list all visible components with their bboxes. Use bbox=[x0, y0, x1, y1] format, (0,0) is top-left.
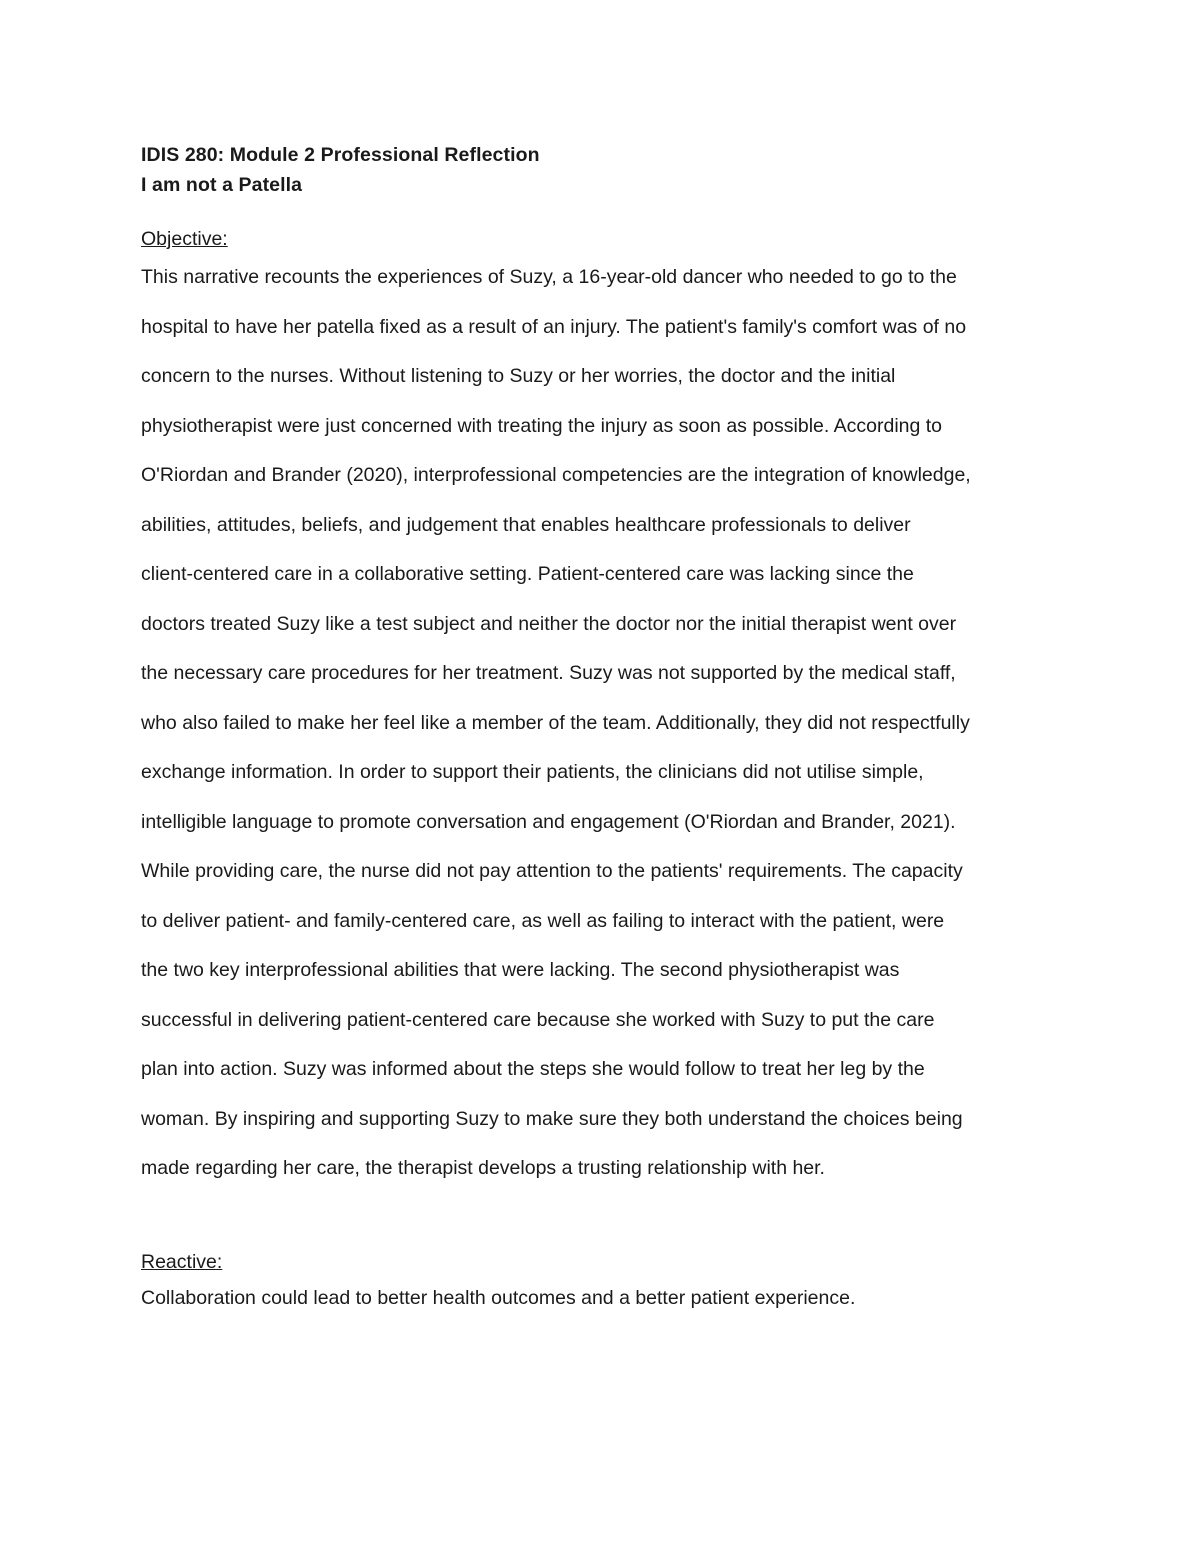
text-line: This narrative recounts the experiences of Suzy, a 16-year-old dancer who needed to go to the bbox=[141, 266, 957, 288]
text-line: hospital to have her patella fixed as a result of an injury. The patient's family's comfort was of no bbox=[141, 315, 967, 338]
text-line: intelligible language to promote conversation and engagement (O'Riordan and Brander, 2021). bbox=[141, 810, 956, 833]
paragraph-reactive bbox=[141, 1283, 1076, 1333]
text-line: concern to the nurses. Without listening to Suzy or her worries, the doctor and the initial bbox=[141, 365, 896, 387]
text-line: the necessary care procedures for her treatment. Suzy was not supported by the medical staff, bbox=[141, 662, 956, 684]
paragraph-objective bbox=[141, 262, 1076, 1203]
text-line: plan into action. Suzy was informed about the steps she would follow to treat her leg by the bbox=[141, 1058, 925, 1080]
text-line: abilities, attitudes, beliefs, and judgement that enables healthcare professionals to deliver bbox=[141, 513, 911, 536]
text-line: to deliver patient- and family-centered care, as well as failing to interact with the patient, were bbox=[141, 909, 945, 932]
text-line: exchange information. In order to support their patients, the clinicians did not utilise simple, bbox=[141, 761, 924, 783]
document-title: IDIS 280: Module 2 Professional Reflection bbox=[141, 144, 540, 166]
text-line: made regarding her care, the therapist develops a trusting relationship with her. bbox=[141, 1157, 825, 1179]
section-heading-objective: Objective: bbox=[141, 228, 228, 250]
text-line: the two key interprofessional abilities that were lacking. The second physiotherapist was bbox=[141, 959, 900, 981]
document-subtitle: I am not a Patella bbox=[141, 174, 303, 196]
text-line: who also failed to make her feel like a member of the team. Additionally, they did not respectfully bbox=[141, 711, 970, 734]
text-line: O'Riordan and Brander (2020), interprofessional competencies are the integration of knowledge, bbox=[141, 464, 971, 486]
document-body bbox=[141, 140, 1076, 1332]
text-line: successful in delivering patient-centered care because she worked with Suzy to put the care bbox=[141, 1008, 935, 1031]
text-line: doctors treated Suzy like a test subject and neither the doctor nor the initial therapist went over bbox=[141, 612, 957, 635]
section-heading-reactive: Reactive: bbox=[141, 1250, 223, 1273]
text-line: While providing care, the nurse did not pay attention to the patients' requirements. The capacity bbox=[141, 860, 963, 882]
text-line: Collaboration could lead to better health outcomes and a better patient experience. bbox=[141, 1286, 856, 1309]
text-line: woman. By inspiring and supporting Suzy to make sure they both understand the choices being bbox=[141, 1107, 963, 1130]
text-line: client-centered care in a collaborative setting. Patient-centered care was lacking since the bbox=[141, 563, 914, 585]
text-line: physiotherapist were just concerned with treating the injury as soon as possible. According to bbox=[141, 414, 943, 437]
